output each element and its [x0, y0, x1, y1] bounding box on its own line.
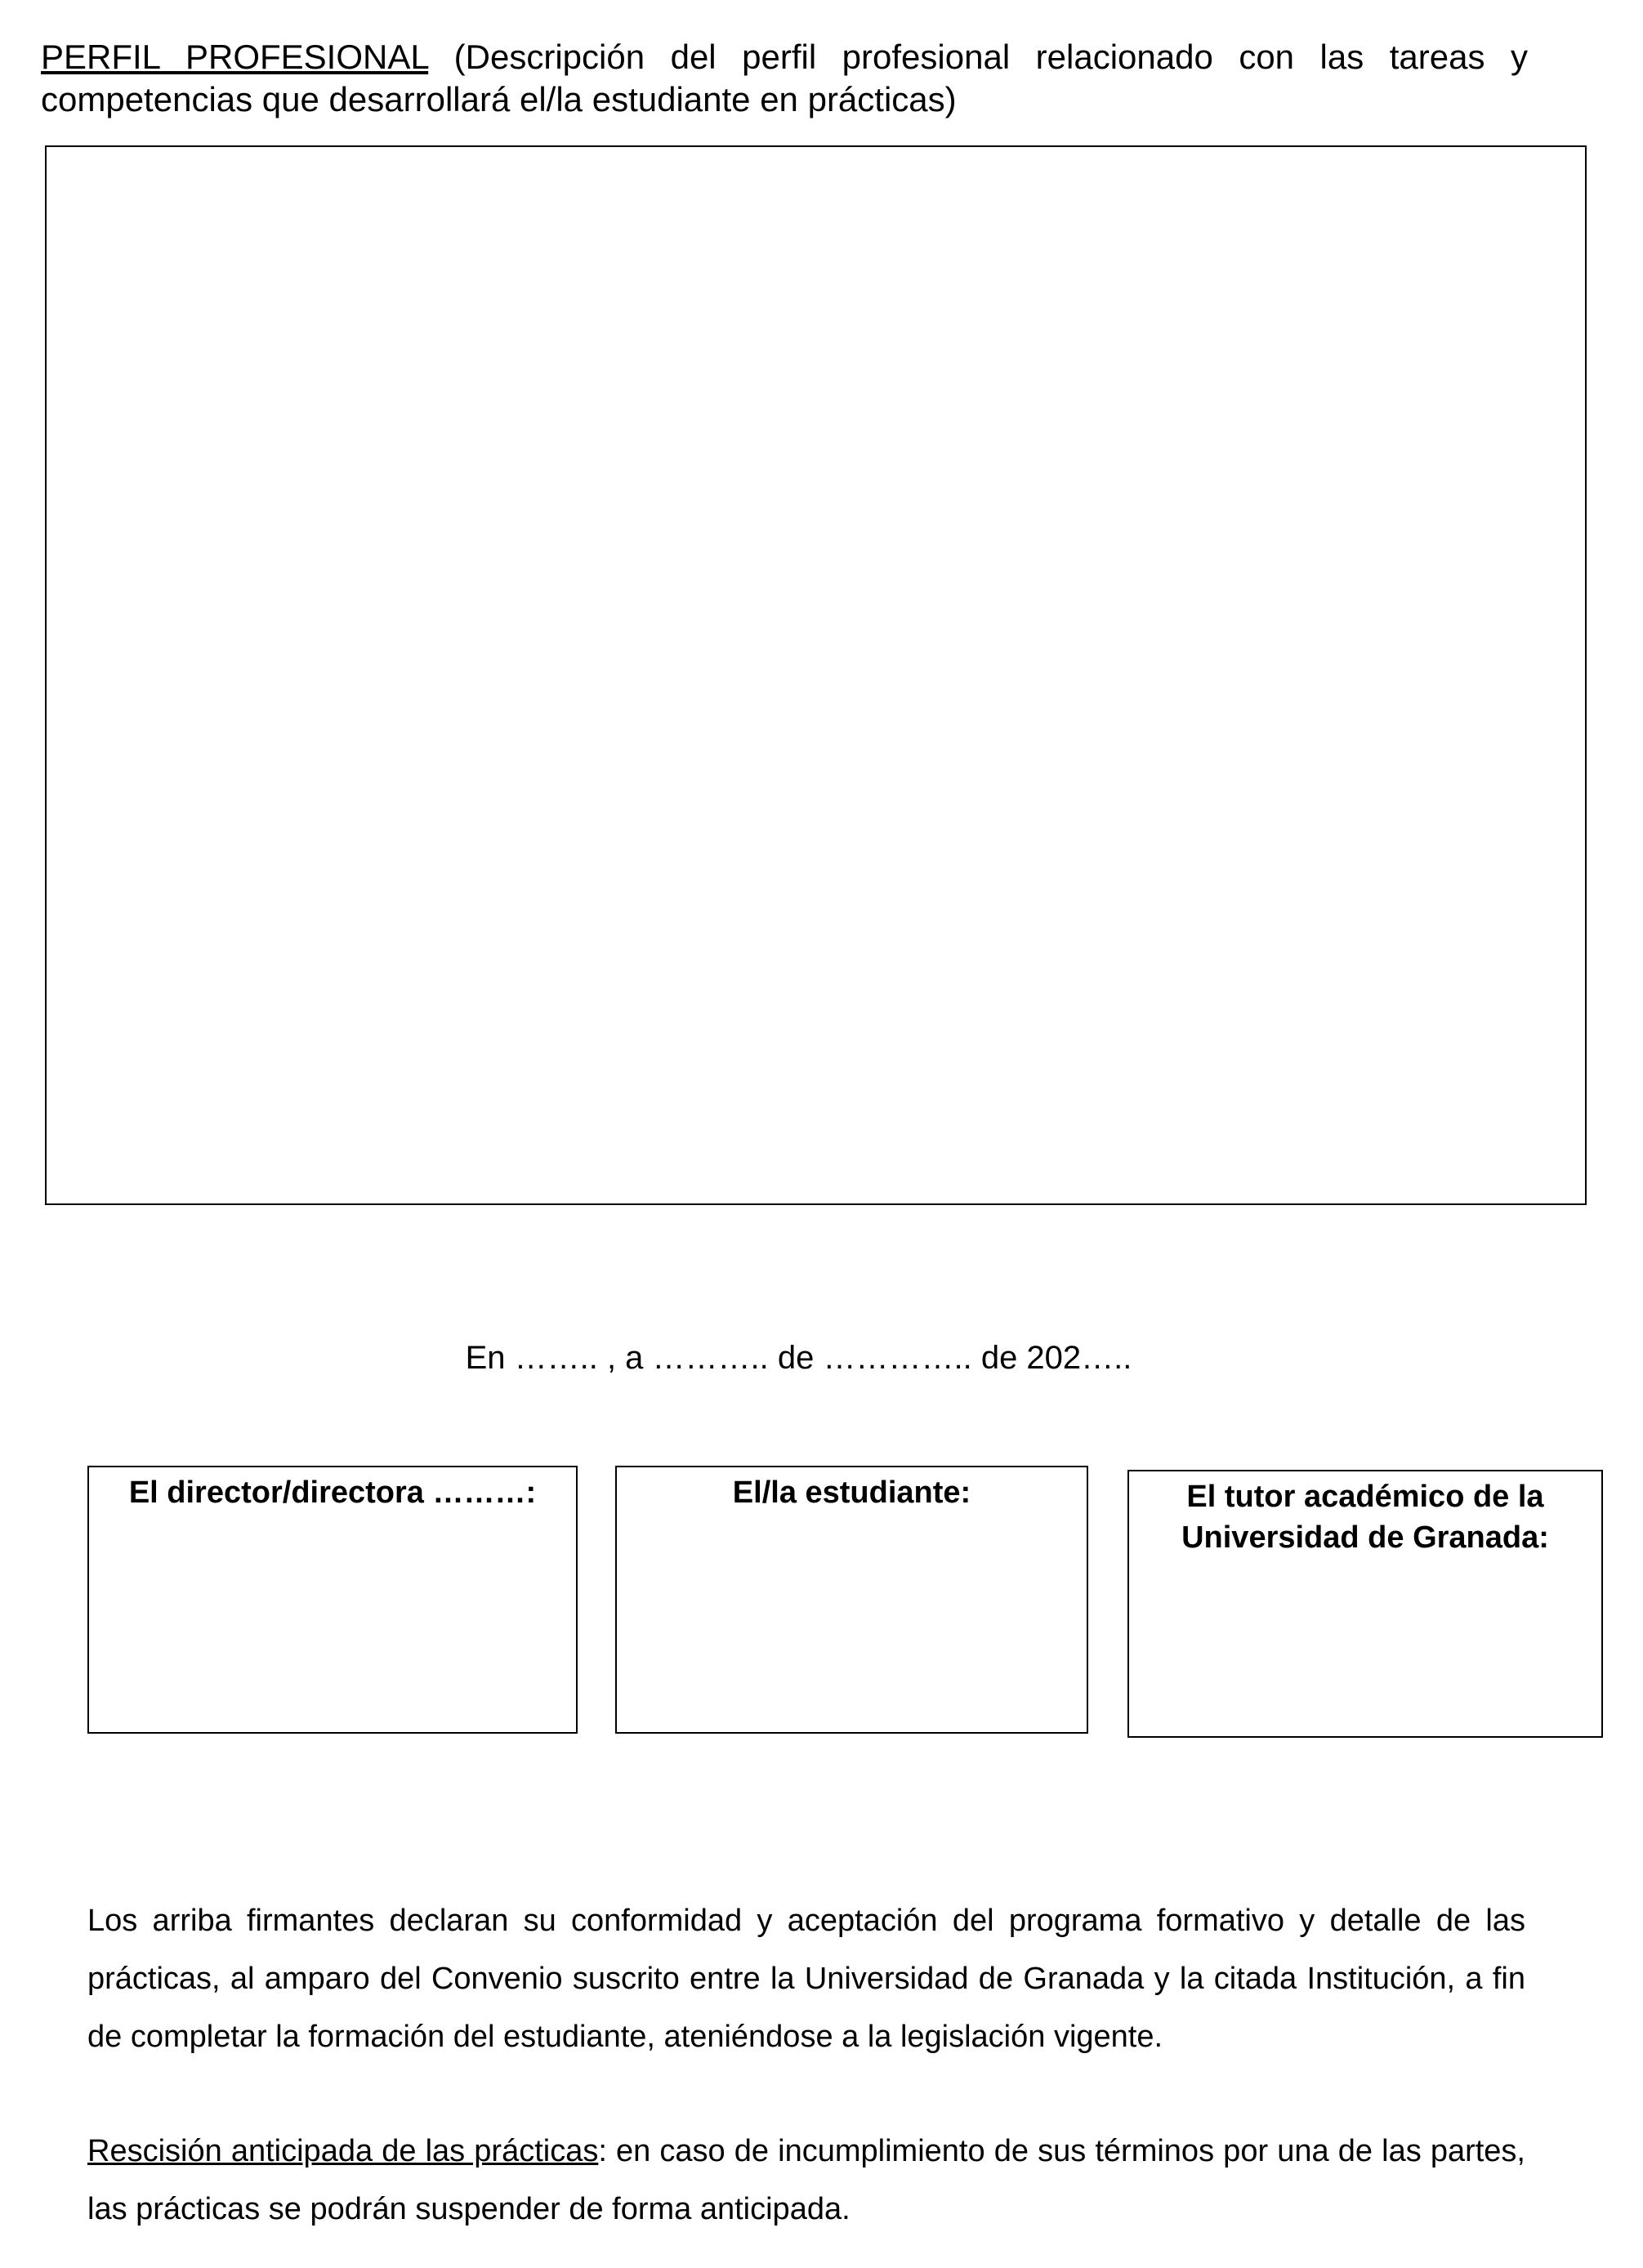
section-title — [41, 36, 1528, 121]
rescision-heading: Rescisión anticipada de las prácticas — [87, 2134, 599, 2168]
director-signature-box[interactable] — [87, 1466, 578, 1734]
tutor-signature-label: El tutor académico de la Universidad de Granada: — [1181, 1480, 1549, 1555]
professional-profile-box[interactable] — [45, 145, 1587, 1205]
tutor-signature-box[interactable] — [1127, 1470, 1603, 1738]
student-signature-label: El/la estudiante: — [732, 1476, 971, 1510]
date-line: En …….. , a ……….. de ………….. de 202….. — [465, 1340, 1132, 1376]
title-heading: PERFIL PROFESIONAL — [41, 38, 429, 76]
student-signature-box[interactable] — [615, 1466, 1088, 1734]
declaration-paragraph: Los arriba firmantes declaran su conformidad y aceptación del programa formativo y detalle de las prácticas, al amparo del Convenio suscrito entre la Universidad de Granada y la citada Institución, a fin de completar la formación del estudiante, ateniéndose a la legislación vigente. — [87, 1904, 1525, 2054]
rescision-paragraph — [87, 2123, 1525, 2239]
director-signature-label: El director/directora ………: — [128, 1476, 537, 1510]
title-description: (Descripción del perfil profesional relacionado con las tareas y competencias que desarrollará el/la estudiante en prácticas) — [41, 38, 1528, 118]
rescision-text: : en caso de incumplimiento de sus términos por una de las partes, las prácticas se podrán suspender de forma anticipada. — [87, 2134, 1525, 2226]
